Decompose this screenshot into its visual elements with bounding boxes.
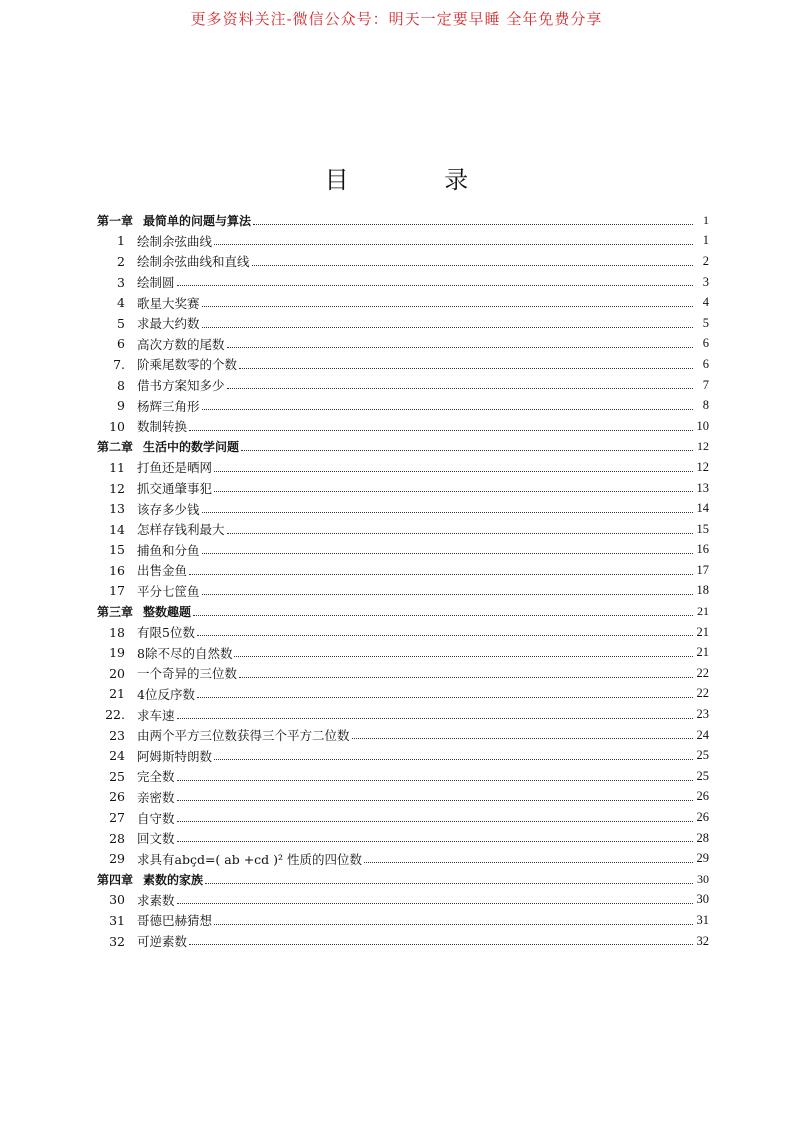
toc-leader-dots xyxy=(197,634,693,636)
toc-page-number: 12 xyxy=(697,439,709,454)
toc-entry-title: 亲密数 xyxy=(137,789,175,805)
toc-page-number: 30 xyxy=(697,871,709,886)
toc-page-number: 26 xyxy=(696,810,709,825)
toc-page-number: 5 xyxy=(702,315,709,330)
toc-entry-number: 第一章 xyxy=(97,213,134,228)
toc-chapter-row[interactable] xyxy=(97,210,709,231)
toc-entry-number: 6 xyxy=(117,336,125,352)
toc-entry-number: 第四章 xyxy=(97,872,134,887)
toc-leader-dots xyxy=(227,346,693,348)
toc-item-row[interactable] xyxy=(97,478,709,499)
toc-entry-number: 32 xyxy=(109,933,125,949)
toc-entry-title: 由两个平方三位数获得三个平方二位数 xyxy=(137,728,350,744)
toc-entry-number: 12 xyxy=(109,480,125,496)
toc-entry-title: 求具有abçd=( ab +cd )² 性质的四位数 xyxy=(137,851,363,867)
toc-leader-dots xyxy=(177,820,693,822)
toc-item-row[interactable] xyxy=(97,231,709,252)
toc-entry-number: 第二章 xyxy=(97,440,134,455)
toc-entry-title: 歌星大奖赛 xyxy=(137,295,200,311)
toc-leader-dots xyxy=(197,696,693,698)
toc-entry-number: 21 xyxy=(109,686,125,702)
toc-item-row[interactable] xyxy=(97,251,709,272)
toc-page-number: 10 xyxy=(696,418,709,433)
toc-entry-number: 25 xyxy=(109,768,125,784)
toc-entry-number: 4 xyxy=(117,295,125,311)
toc-page-number: 28 xyxy=(696,830,709,845)
toc-item-row[interactable] xyxy=(97,622,709,643)
toc-item-row[interactable] xyxy=(97,725,709,746)
toc-entry-number: 16 xyxy=(109,562,125,578)
toc-leader-dots xyxy=(239,676,693,678)
toc-entry-number: 2 xyxy=(117,253,125,269)
toc-entry-number: 26 xyxy=(109,789,125,805)
toc-entry-number: 17 xyxy=(109,583,125,599)
toc-entry-number: 19 xyxy=(109,645,125,661)
toc-leader-dots xyxy=(202,408,693,410)
toc-item-row[interactable] xyxy=(97,787,709,808)
toc-leader-dots xyxy=(352,737,693,739)
toc-entry-number: 18 xyxy=(109,624,125,640)
toc-item-row[interactable] xyxy=(97,910,709,931)
toc-entry-title: 绘制余弦曲线 xyxy=(137,233,213,249)
toc-entry-number: 11 xyxy=(109,459,125,475)
toc-entry-title: 8除不尽的自然数 xyxy=(137,645,233,661)
toc-page-number: 31 xyxy=(696,912,709,927)
toc-entry-title: 抓交通肇事犯 xyxy=(137,481,213,497)
toc-entry-number: 27 xyxy=(109,810,125,826)
toc-entry-number: 20 xyxy=(109,665,125,681)
toc-entry-title: 绘制圆 xyxy=(137,275,175,291)
toc-entry-number: 第三章 xyxy=(97,605,134,620)
toc-entry-title: 求最大约数 xyxy=(137,316,200,332)
toc-entry-title: 完全数 xyxy=(137,769,175,785)
toc-leader-dots xyxy=(202,511,693,513)
toc-item-row[interactable] xyxy=(97,828,709,849)
toc-item-row[interactable] xyxy=(97,498,709,519)
toc-leader-dots xyxy=(227,532,693,534)
toc-leader-dots xyxy=(202,305,693,307)
toc-leader-dots xyxy=(214,490,693,492)
toc-item-row[interactable] xyxy=(97,931,709,952)
toc-leader-dots xyxy=(234,655,693,657)
toc-page-number: 14 xyxy=(696,501,709,516)
toc-page-number: 23 xyxy=(696,707,709,722)
toc-leader-dots xyxy=(214,923,693,925)
toc-page-number: 6 xyxy=(702,356,709,371)
toc-entry-title: 求车速 xyxy=(137,707,175,723)
toc-leader-dots xyxy=(177,284,693,286)
toc-item-row[interactable] xyxy=(97,334,709,355)
table-of-contents xyxy=(97,210,709,951)
toc-item-row[interactable] xyxy=(97,292,709,313)
toc-leader-dots xyxy=(177,799,693,801)
toc-page-number: 18 xyxy=(696,583,709,598)
toc-page-number: 2 xyxy=(702,253,709,268)
toc-entry-title: 该存多少钱 xyxy=(137,501,200,517)
toc-page-number: 21 xyxy=(696,624,709,639)
toc-entry-title: 阶乘尾数零的个数 xyxy=(137,357,238,373)
toc-entry-title: 绘制余弦曲线和直线 xyxy=(137,254,250,270)
toc-item-row[interactable] xyxy=(97,807,709,828)
toc-entry-number: 22. xyxy=(105,707,125,723)
toc-item-row[interactable] xyxy=(97,704,709,725)
toc-page-number: 25 xyxy=(696,768,709,783)
toc-entry-number: 14 xyxy=(109,521,125,537)
toc-item-row[interactable] xyxy=(97,745,709,766)
toc-entry-number: 23 xyxy=(109,727,125,743)
toc-page-number: 22 xyxy=(696,665,709,680)
toc-page-number: 4 xyxy=(702,295,709,310)
toc-entry-title: 高次方数的尾数 xyxy=(137,336,225,352)
toc-page-number: 21 xyxy=(696,645,709,660)
toc-leader-dots xyxy=(189,943,693,945)
toc-entry-number: 10 xyxy=(109,418,125,434)
toc-item-row[interactable] xyxy=(97,395,709,416)
toc-entry-title: 哥德巴赫猜想 xyxy=(137,913,213,929)
toc-page-number: 29 xyxy=(696,851,709,866)
toc-page-number: 26 xyxy=(696,789,709,804)
toc-leader-dots xyxy=(205,882,693,884)
toc-entry-title: 一个奇异的三位数 xyxy=(137,666,238,682)
toc-item-row[interactable] xyxy=(97,272,709,293)
toc-leader-dots xyxy=(364,861,693,863)
toc-entry-number: 24 xyxy=(109,748,125,764)
header-banner: 更多资料关注-微信公众号：明天一定要早睡 全年免费分享 xyxy=(190,10,603,28)
toc-entry-title: 4位反序数 xyxy=(137,686,195,702)
toc-item-row[interactable] xyxy=(97,540,709,561)
toc-entry-number: 9 xyxy=(117,398,125,414)
toc-entry-title: 借书方案知多少 xyxy=(137,378,225,394)
toc-entry-title: 杨辉三角形 xyxy=(137,398,200,414)
toc-entry-title: 素数的家族 xyxy=(143,872,204,887)
toc-entry-number: 1 xyxy=(117,233,125,249)
toc-item-row[interactable] xyxy=(97,890,709,911)
toc-leader-dots xyxy=(227,387,693,389)
toc-item-row[interactable] xyxy=(97,684,709,705)
toc-page-number: 3 xyxy=(702,274,709,289)
toc-item-row[interactable] xyxy=(97,642,709,663)
toc-entry-number: 13 xyxy=(109,501,125,517)
toc-entry-number: 30 xyxy=(109,892,125,908)
toc-entry-number: 8 xyxy=(117,377,125,393)
toc-entry-title: 出售金鱼 xyxy=(137,563,188,579)
toc-page-number: 7 xyxy=(702,377,709,392)
toc-page-number: 6 xyxy=(702,336,709,351)
toc-entry-number: 5 xyxy=(117,315,125,331)
toc-entry-title: 阿姆斯特朗数 xyxy=(137,748,213,764)
toc-item-row[interactable] xyxy=(97,354,709,375)
toc-entry-number: 15 xyxy=(109,542,125,558)
toc-entry-number: 3 xyxy=(117,274,125,290)
toc-leader-dots xyxy=(253,223,693,225)
toc-entry-number: 7. xyxy=(113,356,125,372)
toc-leader-dots xyxy=(252,264,693,266)
toc-leader-dots xyxy=(202,326,693,328)
toc-item-row[interactable] xyxy=(97,766,709,787)
toc-page-number: 13 xyxy=(696,480,709,495)
toc-entry-title: 整数趣题 xyxy=(143,605,192,620)
toc-entry-title: 最简单的问题与算法 xyxy=(143,213,252,228)
toc-entry-title: 打鱼还是晒网 xyxy=(137,460,213,476)
toc-leader-dots xyxy=(214,470,693,472)
toc-entry-title: 数制转换 xyxy=(137,419,188,435)
toc-page-number: 15 xyxy=(696,521,709,536)
toc-page-number: 17 xyxy=(696,562,709,577)
toc-leader-dots xyxy=(241,449,693,451)
toc-entry-title: 捕鱼和分鱼 xyxy=(137,542,200,558)
toc-entry-title: 可逆素数 xyxy=(137,934,188,950)
toc-item-row[interactable] xyxy=(97,848,709,869)
toc-entry-number: 29 xyxy=(109,851,125,867)
toc-entry-title: 求素数 xyxy=(137,892,175,908)
toc-item-row[interactable] xyxy=(97,663,709,684)
toc-item-row[interactable] xyxy=(97,457,709,478)
toc-item-row[interactable] xyxy=(97,560,709,581)
toc-entry-title: 自守数 xyxy=(137,810,175,826)
toc-item-row[interactable] xyxy=(97,519,709,540)
toc-leader-dots xyxy=(202,552,693,554)
toc-item-row[interactable] xyxy=(97,581,709,602)
toc-page-number: 22 xyxy=(696,686,709,701)
toc-entry-title: 有限5位数 xyxy=(137,625,195,641)
page-title: 目 录 xyxy=(324,166,513,194)
toc-leader-dots xyxy=(177,840,693,842)
toc-page-number: 8 xyxy=(702,398,709,413)
toc-leader-dots xyxy=(193,614,693,616)
toc-item-row[interactable] xyxy=(97,375,709,396)
toc-page-number: 30 xyxy=(696,892,709,907)
toc-entry-number: 28 xyxy=(109,830,125,846)
toc-entry-title: 平分七筐鱼 xyxy=(137,583,200,599)
toc-leader-dots xyxy=(214,243,693,245)
toc-leader-dots xyxy=(177,717,693,719)
toc-item-row[interactable] xyxy=(97,313,709,334)
toc-leader-dots xyxy=(189,573,693,575)
toc-page-number: 12 xyxy=(696,459,709,474)
toc-leader-dots xyxy=(177,902,693,904)
toc-leader-dots xyxy=(202,593,693,595)
toc-leader-dots xyxy=(189,429,693,431)
toc-chapter-row[interactable] xyxy=(97,869,709,890)
toc-chapter-row[interactable] xyxy=(97,601,709,622)
toc-page-number: 21 xyxy=(697,604,709,619)
toc-item-row[interactable] xyxy=(97,416,709,437)
toc-leader-dots xyxy=(177,779,693,781)
toc-page-number: 24 xyxy=(696,727,709,742)
toc-page-number: 1 xyxy=(703,212,709,227)
toc-page-number: 16 xyxy=(696,542,709,557)
toc-chapter-row[interactable] xyxy=(97,437,709,458)
toc-leader-dots xyxy=(214,758,693,760)
toc-entry-title: 生活中的数学问题 xyxy=(143,440,240,455)
toc-leader-dots xyxy=(239,367,693,369)
toc-page-number: 1 xyxy=(702,233,709,248)
toc-page-number: 32 xyxy=(696,933,709,948)
toc-entry-title: 回文数 xyxy=(137,831,175,847)
toc-entry-number: 31 xyxy=(109,912,125,928)
toc-page-number: 25 xyxy=(696,748,709,763)
toc-entry-title: 怎样存钱利最大 xyxy=(137,522,225,538)
